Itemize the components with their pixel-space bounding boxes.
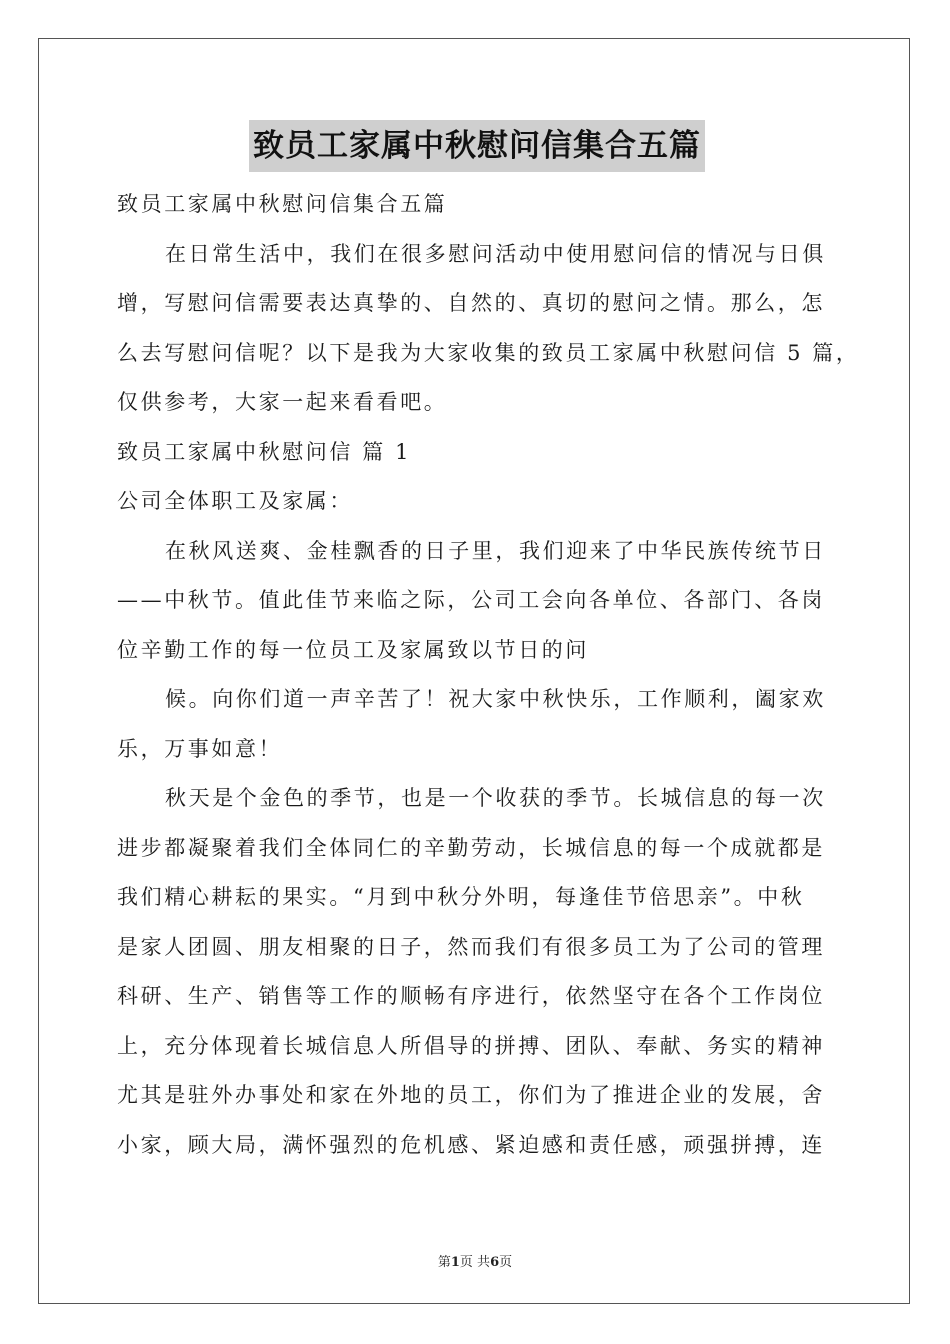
- text-line: 么去写慰问信呢？以下是我为大家收集的致员工家属中秋慰问信 5 篇，: [117, 340, 860, 365]
- text-line: 我们精心耕耘的果实。“月到中秋分外明，每逢佳节倍思亲”。中秋: [117, 885, 805, 909]
- text-line: 进步都凝聚着我们全体同仁的辛勤劳动，长城信息的每一个成就都是: [117, 835, 825, 860]
- document-body: [117, 120, 860, 1170]
- text-line: 致员工家属中秋慰问信 篇 1: [117, 439, 412, 464]
- page-label-suffix: 页: [499, 1255, 513, 1270]
- text-line: 公司全体职工及家属：: [117, 489, 353, 513]
- text-line: 致员工家属中秋慰问信集合五篇: [117, 192, 448, 216]
- text-line: 增，写慰问信需要表达真挚的、自然的、真切的慰问之情。那么，怎: [117, 291, 825, 315]
- text-line: 上，充分体现着长城信息人所倡导的拼搏、团队、奉献、务实的精神: [117, 1033, 825, 1058]
- text-line: 小家，顾大局，满怀强烈的危机感、紧迫感和责任感，顽强拼搏，连: [117, 1132, 825, 1157]
- page-current: 1: [450, 1255, 460, 1270]
- paragraph-lines: [117, 180, 860, 1170]
- text-line: 乐，万事如意！: [117, 736, 283, 761]
- text-line: 是家人团圆、朋友相聚的日子，然而我们有很多员工为了公司的管理: [117, 934, 825, 959]
- text-line: 候。向你们道一声辛苦了！祝大家中秋快乐，工作顺利，阖家欢: [165, 687, 826, 711]
- text-line: 科研、生产、销售等工作的顺畅有序进行，依然坚守在各个工作岗位: [117, 984, 825, 1008]
- text-line: 在日常生活中，我们在很多慰问活动中使用慰问信的情况与日俱: [165, 241, 826, 266]
- document-title: 致员工家属中秋慰问信集合五篇: [249, 120, 705, 172]
- text-line: ——中秋节。值此佳节来临之际，公司工会向各单位、各部门、各岗: [117, 588, 825, 612]
- page-total: 6: [490, 1255, 500, 1270]
- text-line: 秋天是个金色的季节，也是一个收获的季节。长城信息的每一次: [165, 786, 826, 810]
- page-label-mid: 页 共: [459, 1255, 491, 1270]
- text-line: 位辛勤工作的每一位员工及家属致以节日的问: [117, 637, 589, 662]
- page-footer: [0, 1251, 950, 1270]
- text-line: 仅供参考，大家一起来看看吧。: [117, 390, 448, 414]
- text-line: 在秋风送爽、金桂飘香的日子里，我们迎来了中华民族传统节日: [165, 538, 826, 563]
- text-line: 尤其是驻外办事处和家在外地的员工，你们为了推进企业的发展，舍: [117, 1083, 825, 1107]
- page-label-prefix: 第: [437, 1255, 451, 1270]
- title-wrap: [117, 120, 837, 172]
